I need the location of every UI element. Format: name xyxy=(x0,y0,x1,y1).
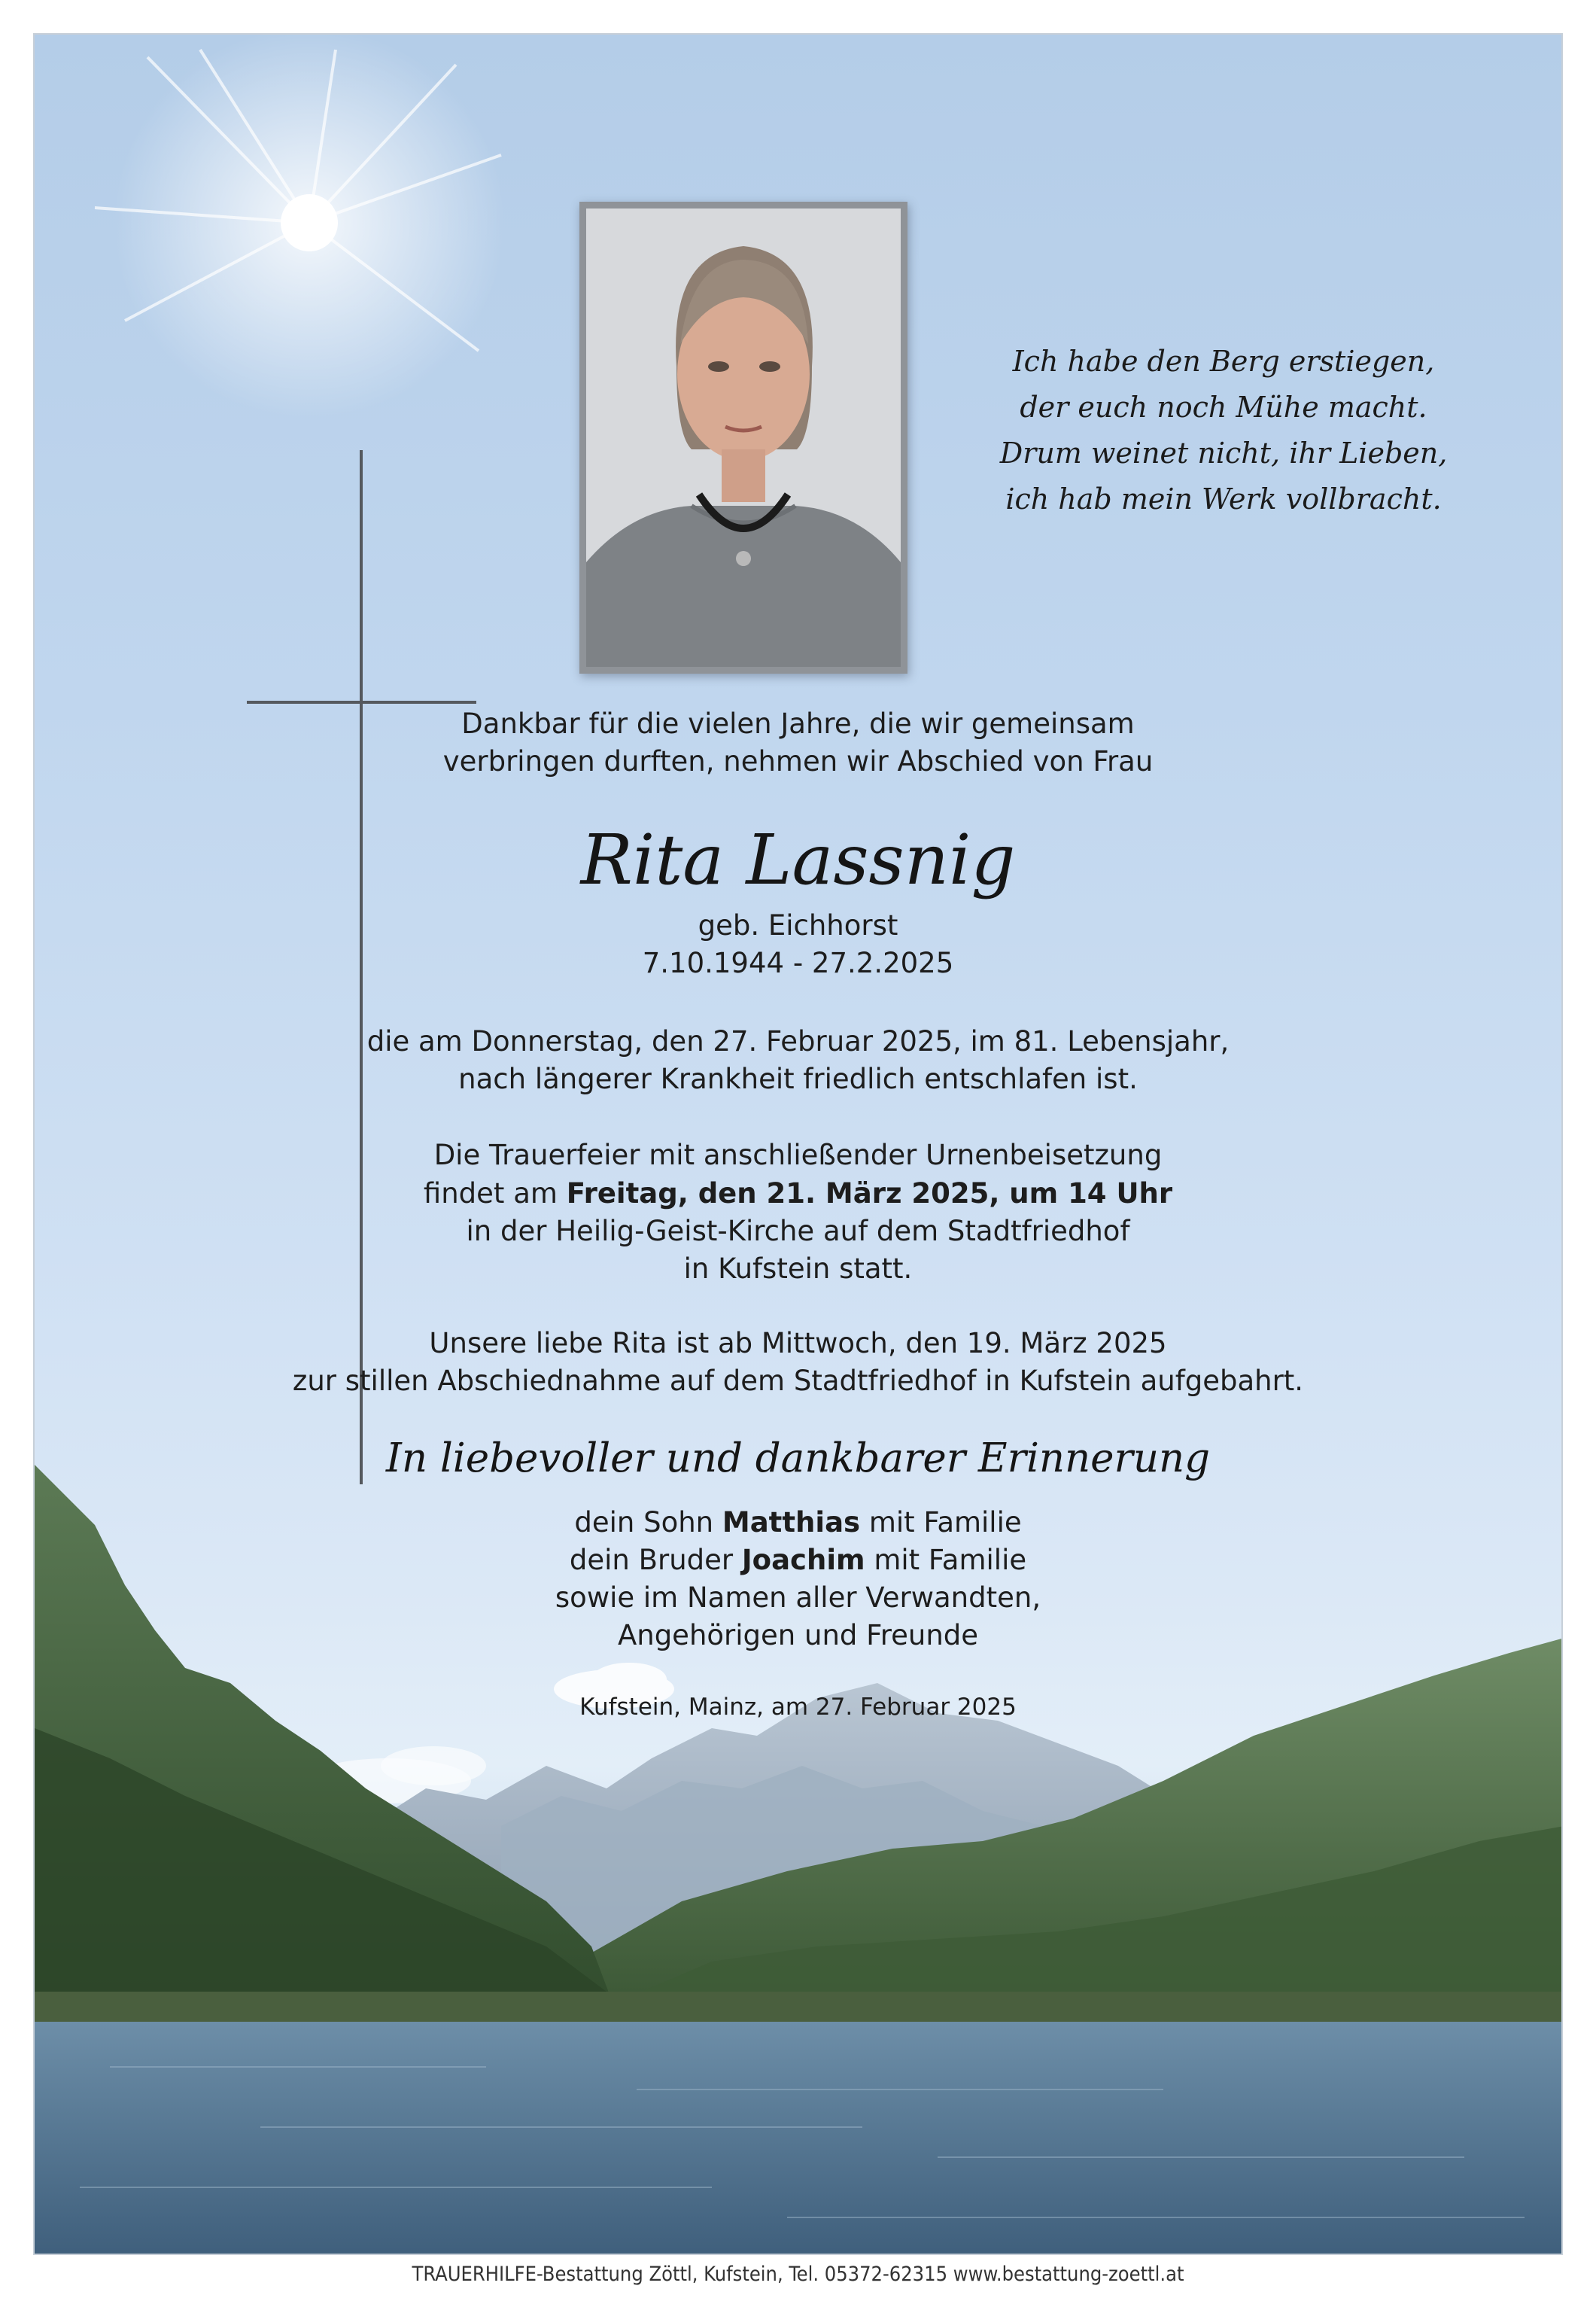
poem-line: der euch noch Mühe macht. xyxy=(1020,391,1427,424)
ceremony-line-4: in Kufstein statt. xyxy=(683,1252,913,1285)
ceremony-line-2 xyxy=(0,1175,1596,1213)
portrait-photo xyxy=(579,202,907,674)
viewing-line-1: Unsere liebe Rita ist ab Mittwoch, den 19. März 2025 xyxy=(429,1327,1167,1359)
sun-icon xyxy=(95,35,505,418)
ceremony-date-time: Freitag, den 21. März 2025, um 14 Uhr xyxy=(566,1177,1173,1210)
viewing-line-2: zur stillen Abschiednahme auf dem Stadtfriedhof in Kufstein aufgebahrt. xyxy=(292,1365,1304,1397)
poem-verse xyxy=(945,339,1502,522)
lake xyxy=(35,2022,1563,2255)
mourner-line-3: sowie im Namen aller Verwandten, xyxy=(555,1581,1041,1614)
cross-horizontal-bar xyxy=(247,701,476,704)
mourner-1-name: Matthias xyxy=(722,1506,861,1539)
death-notice-line-2: nach längerer Krankheit friedlich entschlafen ist. xyxy=(458,1063,1138,1095)
poem-line: ich hab mein Werk vollbracht. xyxy=(1005,482,1442,516)
ceremony-line-3: in der Heilig-Geist-Kirche auf dem Stadtfriedhof xyxy=(466,1215,1130,1247)
mourner-line-2 xyxy=(0,1542,1596,1579)
ceremony-line-2-prefix: findet am xyxy=(423,1177,567,1210)
life-dates: 7.10.1944 - 27.2.2025 xyxy=(642,947,954,979)
mourner-2-suffix: mit Familie xyxy=(865,1544,1027,1576)
mourner-2-prefix: dein Bruder xyxy=(569,1544,742,1576)
mourner-1-prefix: dein Sohn xyxy=(574,1506,722,1539)
intro-line-2: verbringen durften, nehmen wir Abschied von Frau xyxy=(442,745,1154,778)
funeral-home-footer: TRAUERHILFE-Bestattung Zöttl, Kufstein, Tel. 05372-62315 www.bestattung-zoettl.at xyxy=(412,2263,1184,2286)
mourner-2-name: Joachim xyxy=(741,1544,865,1576)
deceased-name: Rita Lassnig xyxy=(580,820,1016,900)
place-and-date: Kufstein, Mainz, am 27. Februar 2025 xyxy=(579,1694,1017,1721)
mourner-line-4: Angehörigen und Freunde xyxy=(617,1619,979,1651)
mourner-1-suffix: mit Familie xyxy=(860,1506,1022,1539)
birth-name: geb. Eichhorst xyxy=(698,909,898,942)
death-notice-line-1: die am Donnerstag, den 27. Februar 2025, im 81. Lebensjahr, xyxy=(366,1025,1230,1058)
poem-line: Ich habe den Berg erstiegen, xyxy=(1012,345,1435,378)
portrait-image xyxy=(586,208,901,667)
ceremony-line-1: Die Trauerfeier mit anschließender Urnenbeisetzung xyxy=(433,1139,1163,1171)
poem-line: Drum weinet nicht, ihr Lieben, xyxy=(999,437,1448,470)
intro-line-1: Dankbar für die vielen Jahre, die wir gemeinsam xyxy=(461,708,1135,740)
mourner-line-1 xyxy=(0,1504,1596,1542)
closing-title: In liebevoller und dankbarer Erinnerung xyxy=(385,1435,1211,1481)
